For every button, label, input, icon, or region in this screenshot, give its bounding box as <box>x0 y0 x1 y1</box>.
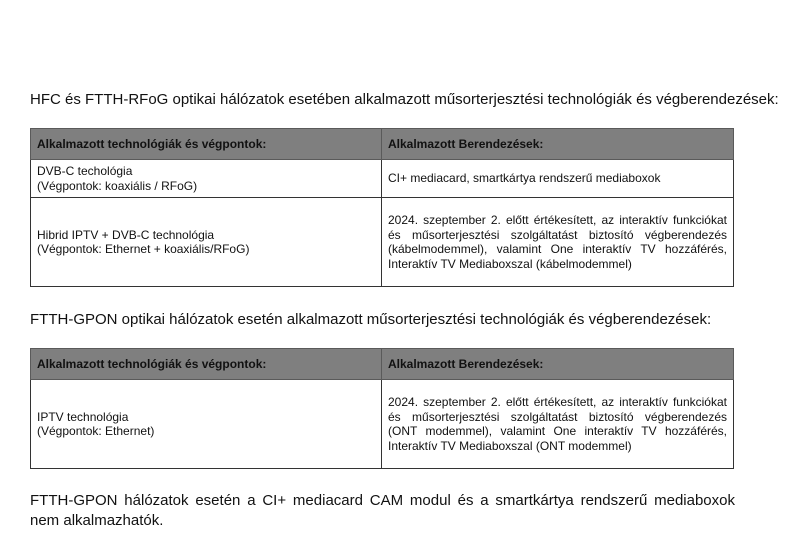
technology-endpoints: (Végpontok: koaxiális / RFoG) <box>37 178 198 193</box>
technology-endpoints: (Végpontok: Ethernet + koaxiális/RFoG) <box>37 242 250 256</box>
column-header-devices: Alkalmazott Berendezések: <box>382 129 734 160</box>
column-header-technologies: Alkalmazott technológiák és végpontok: <box>31 349 382 380</box>
table-header-row <box>31 349 734 380</box>
table-row <box>31 380 734 469</box>
device-cell: CI+ mediacard, smartkártya rendszerű mediaboxok <box>382 160 734 198</box>
table-row <box>31 198 734 287</box>
column-header-technologies: Alkalmazott technológiák és végpontok: <box>31 129 382 160</box>
gpon-technology-table <box>30 348 734 469</box>
gpon-section-heading: FTTH-GPON optikai hálózatok esetén alkalmazott műsorterjesztési technológiák és végberendezések: <box>30 311 712 328</box>
table-header-row <box>31 129 734 160</box>
technology-endpoints: (Végpontok: Ethernet) <box>37 424 155 438</box>
technology-cell <box>31 198 382 287</box>
technology-name: Hibrid IPTV + DVB-C technológia <box>37 227 215 242</box>
technology-cell <box>31 380 382 469</box>
device-cell: 2024. szeptember 2. előtt értékesített, az interaktív funkciókat és műsorterjesztési szolgáltatást biztosító végberendezés (ONT modemmel), valamint One interaktív TV hozzáférés, Interaktív TV Mediaboxszal (ONT modemmel) <box>382 380 734 469</box>
technology-name: IPTV technológia <box>37 409 129 424</box>
hfc-section-heading: HFC és FTTH-RFoG optikai hálózatok esetében alkalmazott műsorterjesztési technológiák és végberendezések: <box>30 91 779 108</box>
table-row <box>31 160 734 198</box>
gpon-footnote: FTTH-GPON hálózatok esetén a CI+ mediacard CAM modul és a smartkártya rendszerű mediaboxok nem alkalmazhatók. <box>30 492 735 529</box>
device-cell: 2024. szeptember 2. előtt értékesített, az interaktív funkciókat és műsorterjesztési szolgáltatást biztosító végberendezés (kábelmodemmel), valamint One interaktív TV hozzáférés, Interaktív TV Mediaboxszal (kábelmodemmel) <box>382 198 734 287</box>
technology-name: DVB-C techológia <box>37 164 133 178</box>
column-header-devices: Alkalmazott Berendezések: <box>382 349 734 380</box>
technology-cell <box>31 160 382 198</box>
hfc-technology-table <box>30 128 734 287</box>
